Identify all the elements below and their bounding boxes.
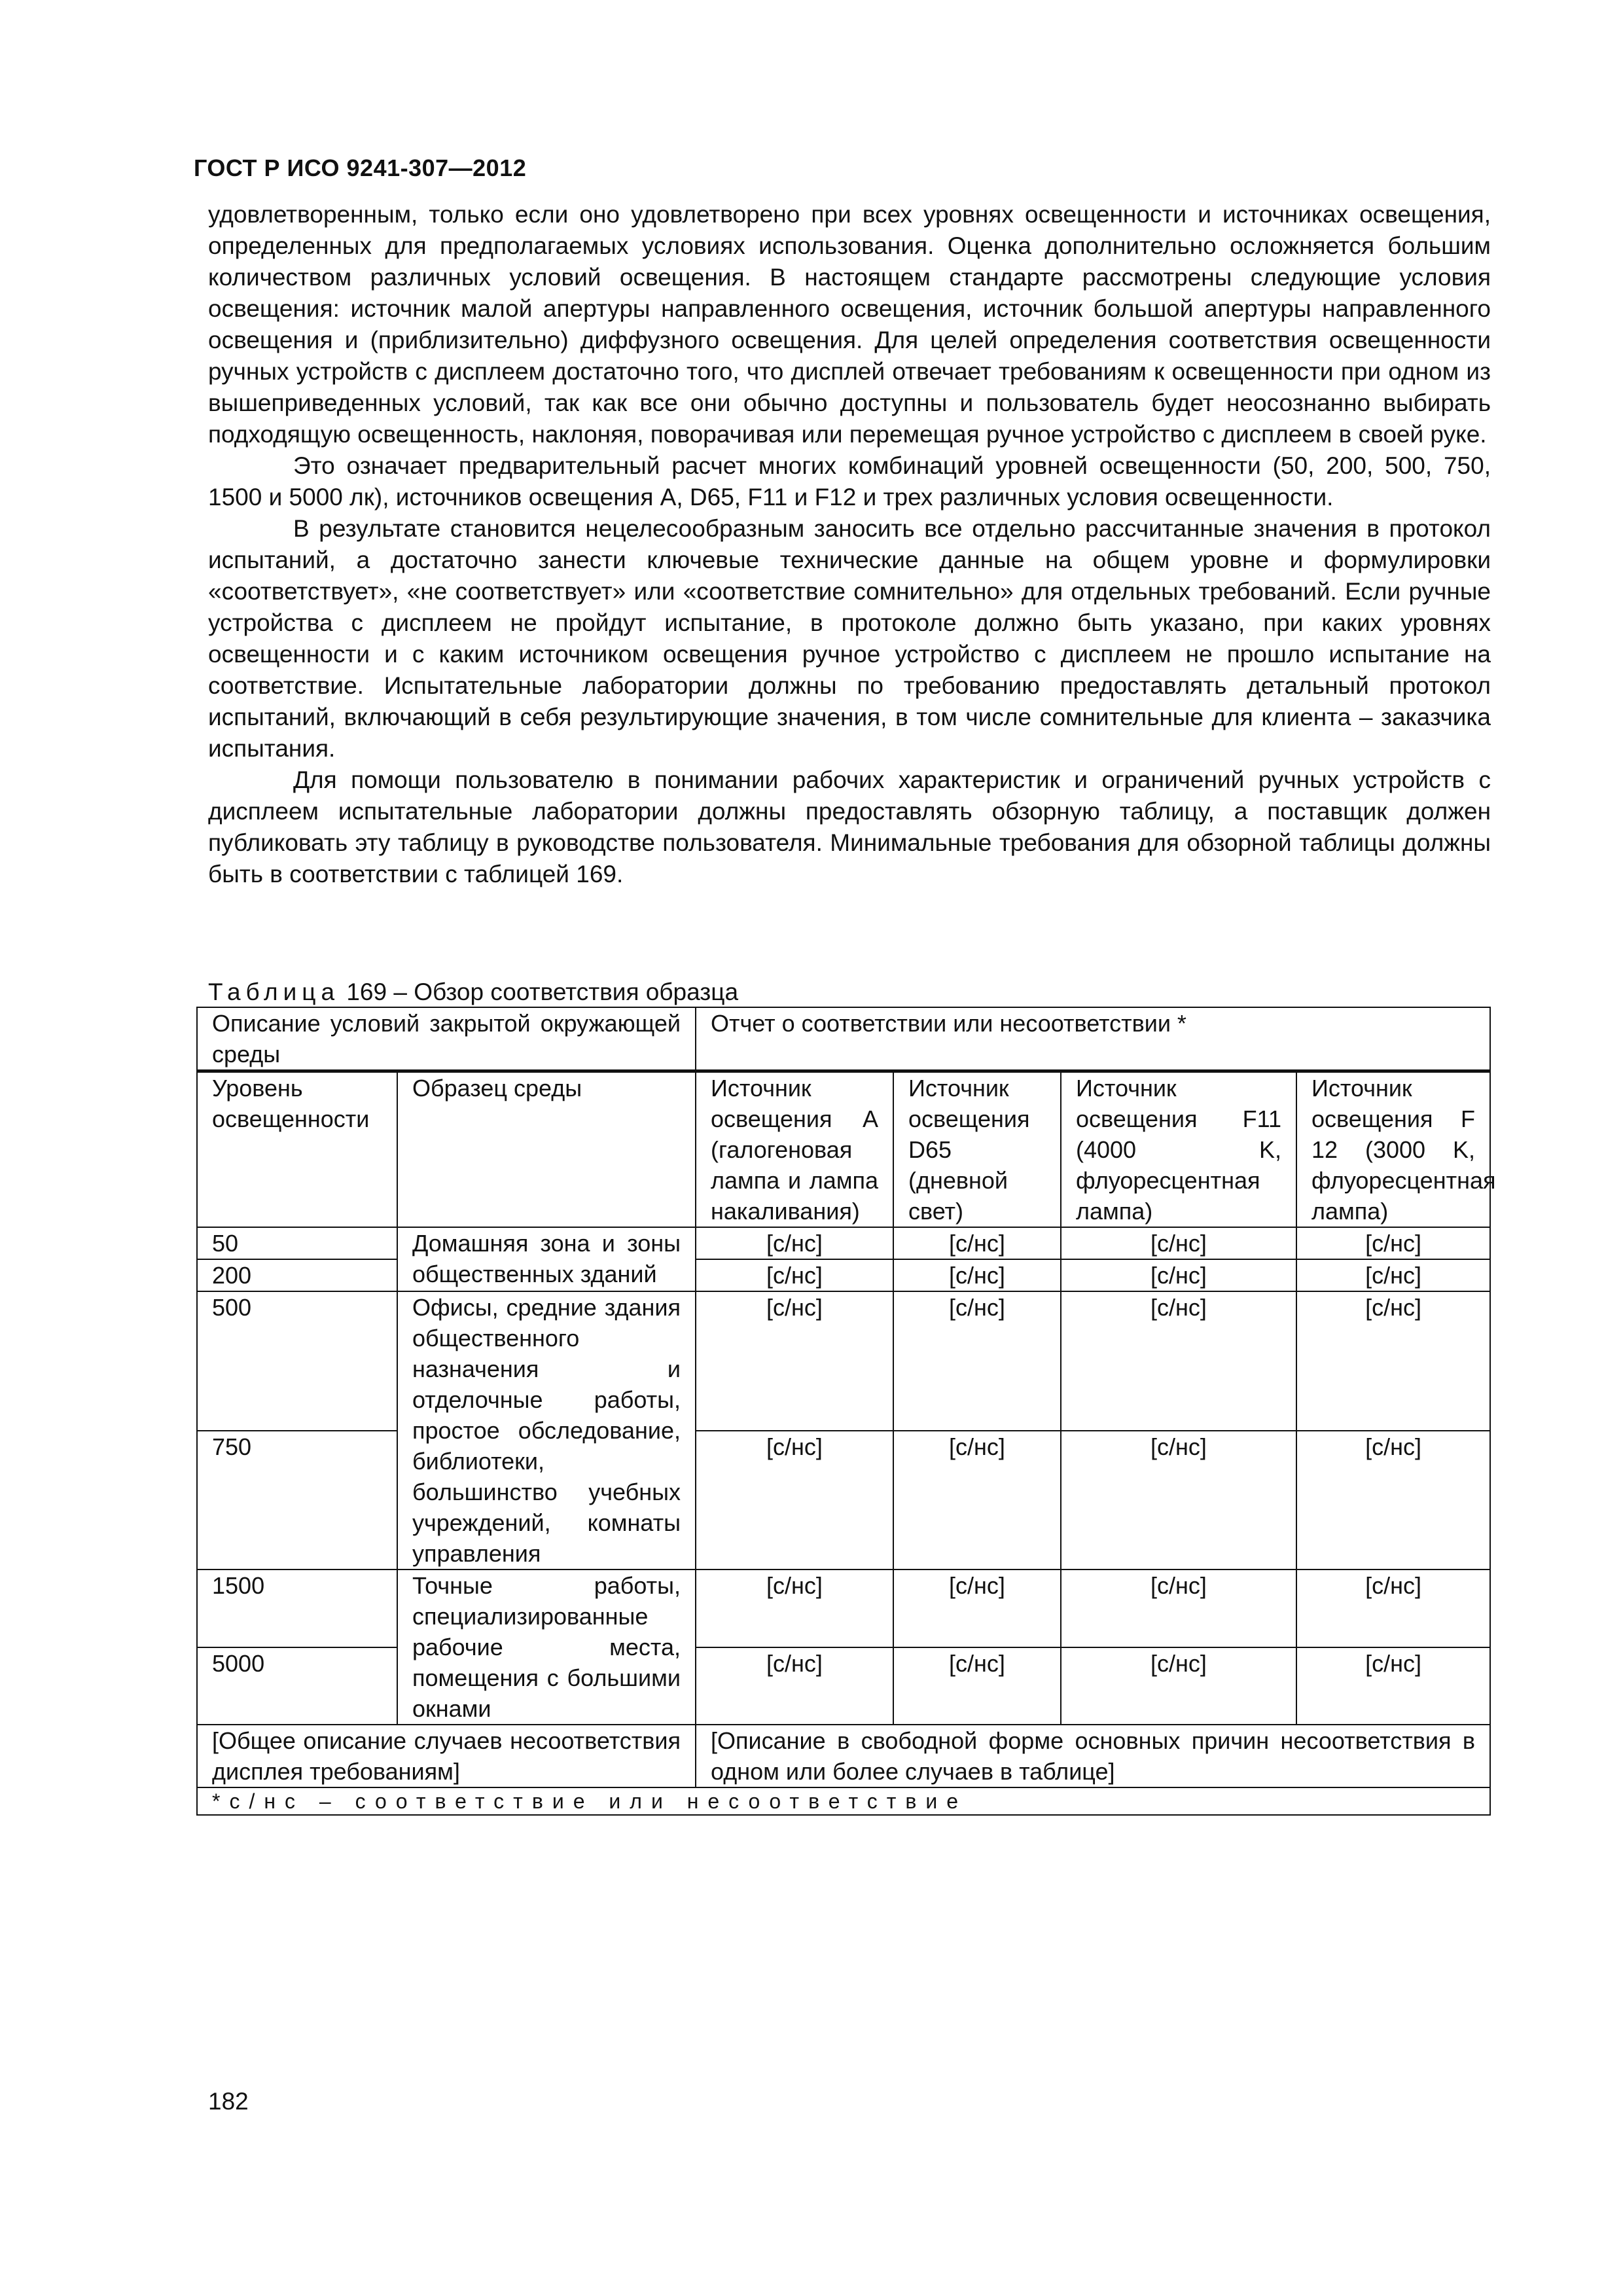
table-footer-row xyxy=(197,1725,1490,1787)
mark-cell: [с/нс] xyxy=(893,1570,1061,1647)
mark-cell: [с/нс] xyxy=(696,1647,893,1725)
col-header-source-f11: Источник освещения F11 (4000 K, флуоресцентная лампа) xyxy=(1061,1071,1296,1228)
mark-cell: [с/нс] xyxy=(696,1227,893,1259)
mark-cell: [с/нс] xyxy=(1296,1291,1490,1431)
paragraph-2: Это означает предварительный расчет многих комбинаций уровней освещенности (50, 200, 500, 750, 1500 и 5000 лк), источников освещения A, D65, F11 и F12 и трех различных условия освещенности. xyxy=(208,452,1491,511)
col-header-source-d65: Источник освещения D65 (дневной свет) xyxy=(893,1071,1061,1228)
mark-cell: [с/нс] xyxy=(893,1291,1061,1431)
document-header: ГОСТ Р ИСО 9241-307—2012 xyxy=(194,154,527,181)
top-left-header: Описание условий закрытой окружающей среды xyxy=(197,1007,696,1071)
mark-cell: [с/нс] xyxy=(1061,1570,1296,1647)
top-right-header: Отчет о соответствии или несоответствии * xyxy=(696,1007,1490,1071)
mark-cell: [с/нс] xyxy=(893,1259,1061,1291)
mark-cell: [с/нс] xyxy=(696,1570,893,1647)
mark-cell: [с/нс] xyxy=(893,1227,1061,1259)
table-footnote: *с/нс – соответствие или несоответствие xyxy=(197,1787,1490,1815)
level-cell: 750 xyxy=(197,1431,397,1570)
paragraph-1: удовлетворенным, только если оно удовлетворено при всех уровнях освещенности и источниках освещения, определенных для предполагаемых условиях использования. Оценка дополнительно осложняется большим количеством различных условий освещения. В настоящем стандарте рассмотрены следующие условия освещения: источник малой апертуры направленного освещения, источник большой апертуры направленного освещения и (приблизительно) диффузного освещения. Для целей определения соответствия освещенности ручных устройств с дисплеем достаточно того, что дисплей отвечает требованиям к освещенности при одном из вышеприведенных условий, так как все они обычно доступны и пользователь будет неосознанно выбирать подходящую освещенность, наклоняя, поворачивая или перемещая ручное устройство с дисплеем в своей руке. xyxy=(208,201,1491,448)
mark-cell: [с/нс] xyxy=(1061,1291,1296,1431)
col-header-source-a: Источник освещения A (галогеновая лампа и лампа накаливания) xyxy=(696,1071,893,1228)
level-cell: 5000 xyxy=(197,1647,397,1725)
table-top-header-row xyxy=(197,1007,1490,1071)
environment-cell: Домашняя зона и зоны общественных зданий xyxy=(397,1227,696,1291)
level-cell: 1500 xyxy=(197,1570,397,1647)
level-cell: 200 xyxy=(197,1259,397,1291)
level-cell: 500 xyxy=(197,1291,397,1431)
table-footnote-row xyxy=(197,1787,1490,1815)
table-caption-word: Таблица xyxy=(208,978,340,1005)
col-header-environment: Образец среды xyxy=(397,1071,696,1228)
table-caption-text: 169 – Обзор соответствия образца xyxy=(346,978,739,1005)
environment-cell: Офисы, средние здания общественного назначения и отделочные работы, простое обследование, библиотеки, большинство учебных учреждений, комнаты управления xyxy=(397,1291,696,1570)
table-row xyxy=(197,1291,1490,1431)
mark-cell: [с/нс] xyxy=(893,1647,1061,1725)
page-number: 182 xyxy=(208,2088,249,2115)
col-header-level: Уровень освещенности xyxy=(197,1071,397,1228)
table-row xyxy=(197,1259,1490,1291)
paragraph-4: Для помощи пользователю в понимании рабочих характеристик и ограничений ручных устройств с дисплеем испытательные лаборатории должны предоставлять обзорную таблицу, а поставщик должен публиковать эту таблицу в руководстве пользователя. Минимальные требования для обзорной таблицы должны быть в соответствии с таблицей 169. xyxy=(208,766,1491,888)
compliance-table xyxy=(196,1007,1496,1816)
mark-cell: [с/нс] xyxy=(1296,1647,1490,1725)
mark-cell: [с/нс] xyxy=(1296,1259,1490,1291)
footer-left-cell: [Общее описание случаев несоответствия дисплея требованиям] xyxy=(197,1725,696,1787)
table-row xyxy=(197,1647,1490,1725)
col-header-source-f12: Источник освещения F 12 (3000 K, флуоресцентная лампа) xyxy=(1296,1071,1490,1228)
mark-cell: [с/нс] xyxy=(696,1431,893,1570)
table-row xyxy=(197,1227,1490,1259)
table-column-header-row xyxy=(197,1071,1490,1228)
mark-cell: [с/нс] xyxy=(696,1291,893,1431)
environment-cell: Точные работы, специализированные рабочие места, помещения с большими окнами xyxy=(397,1570,696,1725)
mark-cell: [с/нс] xyxy=(1061,1431,1296,1570)
mark-cell: [с/нс] xyxy=(1296,1431,1490,1570)
mark-cell: [с/нс] xyxy=(1296,1570,1490,1647)
table-row xyxy=(197,1570,1490,1647)
mark-cell: [с/нс] xyxy=(893,1431,1061,1570)
table-caption xyxy=(208,978,738,1007)
mark-cell: [с/нс] xyxy=(1061,1227,1296,1259)
body-text xyxy=(208,199,1491,890)
mark-cell: [с/нс] xyxy=(1061,1647,1296,1725)
paragraph-3: В результате становится нецелесообразным заносить все отдельно рассчитанные значения в протокол испытаний, а достаточно занести ключевые технические данные на общем уровне и формулировки «соответствует», «не соответствует» или «соответствие сомнительно» для отдельных требований. Если ручные устройства с дисплеем не пройдут испытание, в протоколе должно быть указано, при каких уровнях освещенности и с каким источником освещения ручное устройство с дисплеем не прошло испытание на соответствие. Испытательные лаборатории должны по требованию предоставлять детальный протокол испытаний, включающий в себя результирующие значения, в том числе сомнительные для клиента – заказчика испытания. xyxy=(208,515,1491,762)
mark-cell: [с/нс] xyxy=(1296,1227,1490,1259)
table-row xyxy=(197,1431,1490,1570)
footer-right-cell: [Описание в свободной форме основных причин несоответствия в одном или более случаев в таблице] xyxy=(696,1725,1490,1787)
mark-cell: [с/нс] xyxy=(696,1259,893,1291)
level-cell: 50 xyxy=(197,1227,397,1259)
mark-cell: [с/нс] xyxy=(1061,1259,1296,1291)
